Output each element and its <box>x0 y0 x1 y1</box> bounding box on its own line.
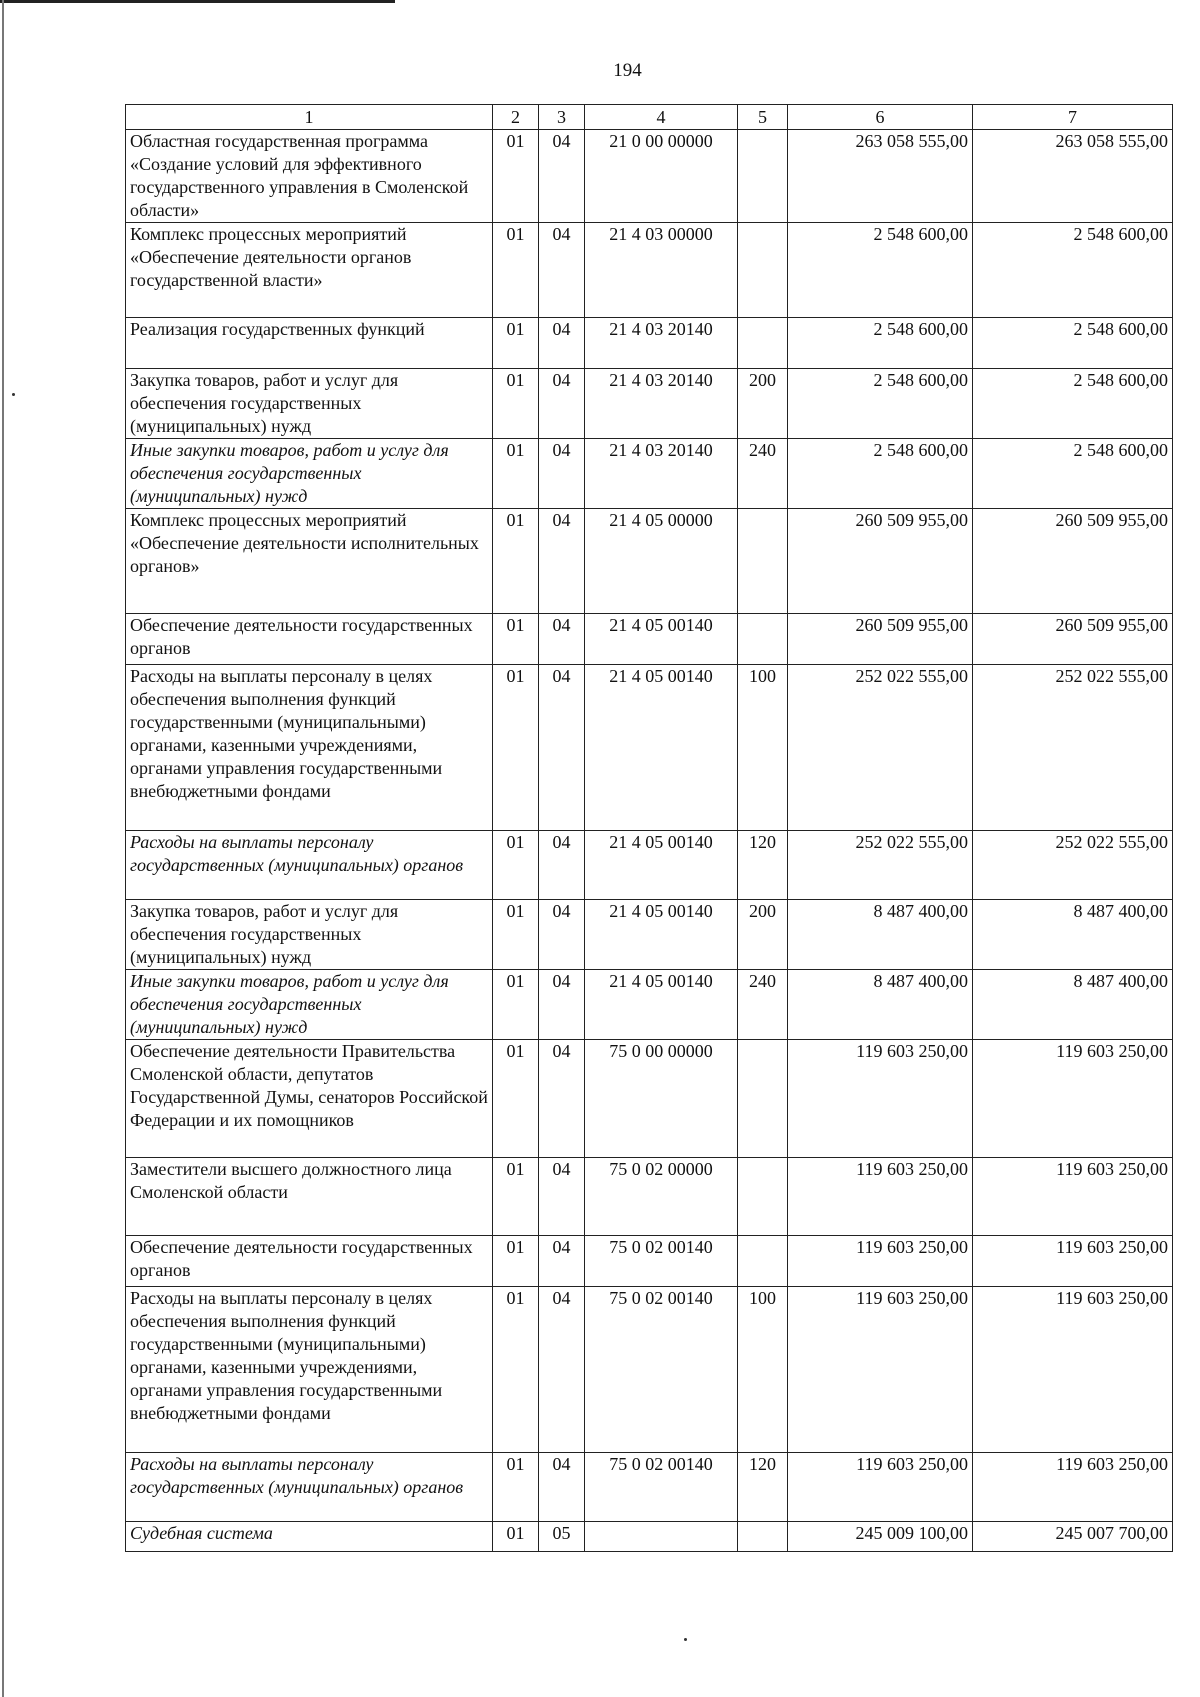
row-section-cell: 01 <box>493 665 539 831</box>
row-section-cell: 01 <box>493 900 539 970</box>
row-name-cell: Закупка товаров, работ и услуг для обеспечения государственных (муниципальных) нужд <box>126 369 493 439</box>
row-name-cell: Комплекс процессных мероприятий «Обеспечение деятельности органов государственной власти» <box>126 223 493 318</box>
row-subsection-cell: 04 <box>539 1040 585 1158</box>
header-cell: 6 <box>788 105 973 130</box>
row-subsection-cell: 04 <box>539 509 585 614</box>
row-section-cell: 01 <box>493 970 539 1040</box>
row-amount-2-cell: 119 603 250,00 <box>973 1453 1173 1522</box>
table-row <box>126 1040 1173 1158</box>
row-subsection-cell: 04 <box>539 831 585 900</box>
row-amount-2-cell: 119 603 250,00 <box>973 1236 1173 1287</box>
table-row <box>126 665 1173 831</box>
row-amount-2-cell: 119 603 250,00 <box>973 1040 1173 1158</box>
header-cell: 4 <box>585 105 738 130</box>
row-name-cell: Закупка товаров, работ и услуг для обеспечения государственных (муниципальных) нужд <box>126 900 493 970</box>
row-subsection-cell: 04 <box>539 1236 585 1287</box>
row-name-cell: Областная государственная программа «Создание условий для эффективного государственного управления в Смоленской области» <box>126 130 493 223</box>
row-name-cell: Обеспечение деятельности государственных органов <box>126 1236 493 1287</box>
table-row <box>126 614 1173 665</box>
row-amount-1-cell: 245 009 100,00 <box>788 1522 973 1552</box>
table-row <box>126 831 1173 900</box>
row-amount-2-cell: 260 509 955,00 <box>973 614 1173 665</box>
row-subsection-cell: 04 <box>539 439 585 509</box>
row-name-cell: Иные закупки товаров, работ и услуг для обеспечения государственных (муниципальных) нужд <box>126 970 493 1040</box>
row-name-cell: Иные закупки товаров, работ и услуг для обеспечения государственных (муниципальных) нужд <box>126 439 493 509</box>
row-section-cell: 01 <box>493 223 539 318</box>
table-row <box>126 1522 1173 1552</box>
row-expense-type-cell <box>738 1236 788 1287</box>
row-section-cell: 01 <box>493 130 539 223</box>
row-amount-2-cell: 2 548 600,00 <box>973 439 1173 509</box>
row-subsection-cell: 04 <box>539 318 585 369</box>
table-row <box>126 439 1173 509</box>
row-name-cell: Расходы на выплаты персоналу в целях обеспечения выполнения функций государственными (муниципальными) органами, казенными учреждениями, органами управления государственными внебюджетными фондами <box>126 1287 493 1453</box>
row-amount-1-cell: 252 022 555,00 <box>788 665 973 831</box>
row-name-cell: Комплекс процессных мероприятий «Обеспечение деятельности исполнительных органов» <box>126 509 493 614</box>
row-section-cell: 01 <box>493 1453 539 1522</box>
row-amount-1-cell: 252 022 555,00 <box>788 831 973 900</box>
row-name-cell: Расходы на выплаты персоналу в целях обеспечения выполнения функций государственными (муниципальными) органами, казенными учреждениями, органами управления государственными внебюджетными фондами <box>126 665 493 831</box>
row-amount-1-cell: 260 509 955,00 <box>788 614 973 665</box>
row-section-cell: 01 <box>493 1158 539 1236</box>
row-name-cell: Расходы на выплаты персоналу государственных (муниципальных) органов <box>126 831 493 900</box>
table-row <box>126 1236 1173 1287</box>
row-amount-1-cell: 119 603 250,00 <box>788 1453 973 1522</box>
scan-speck <box>12 393 15 396</box>
row-name-cell: Расходы на выплаты персоналу государственных (муниципальных) органов <box>126 1453 493 1522</box>
row-expense-type-cell: 200 <box>738 900 788 970</box>
row-expense-type-cell <box>738 614 788 665</box>
row-amount-2-cell: 2 548 600,00 <box>973 369 1173 439</box>
row-target-article-cell: 21 4 03 20140 <box>585 439 738 509</box>
row-expense-type-cell <box>738 509 788 614</box>
row-name-cell: Судебная система <box>126 1522 493 1552</box>
row-amount-2-cell: 2 548 600,00 <box>973 223 1173 318</box>
row-name-cell: Обеспечение деятельности государственных органов <box>126 614 493 665</box>
row-amount-2-cell: 119 603 250,00 <box>973 1287 1173 1453</box>
row-amount-1-cell: 2 548 600,00 <box>788 369 973 439</box>
header-cell: 5 <box>738 105 788 130</box>
row-section-cell: 01 <box>493 1522 539 1552</box>
row-amount-1-cell: 119 603 250,00 <box>788 1287 973 1453</box>
row-subsection-cell: 04 <box>539 1158 585 1236</box>
row-amount-2-cell: 252 022 555,00 <box>973 831 1173 900</box>
row-target-article-cell: 75 0 00 00000 <box>585 1040 738 1158</box>
scan-corner-line <box>0 0 395 3</box>
row-target-article-cell: 21 4 05 00140 <box>585 970 738 1040</box>
row-name-cell: Заместители высшего должностного лица Смоленской области <box>126 1158 493 1236</box>
row-subsection-cell: 04 <box>539 900 585 970</box>
row-target-article-cell: 21 4 03 20140 <box>585 318 738 369</box>
row-target-article-cell: 21 4 03 00000 <box>585 223 738 318</box>
scan-edge-line <box>2 0 4 1697</box>
row-subsection-cell: 04 <box>539 223 585 318</box>
row-amount-2-cell: 252 022 555,00 <box>973 665 1173 831</box>
table-header-row <box>126 105 1173 130</box>
row-amount-2-cell: 263 058 555,00 <box>973 130 1173 223</box>
row-section-cell: 01 <box>493 1287 539 1453</box>
row-amount-1-cell: 8 487 400,00 <box>788 900 973 970</box>
row-section-cell: 01 <box>493 1040 539 1158</box>
row-subsection-cell: 04 <box>539 1287 585 1453</box>
row-target-article-cell: 75 0 02 00140 <box>585 1236 738 1287</box>
row-expense-type-cell <box>738 130 788 223</box>
row-target-article-cell: 21 4 03 20140 <box>585 369 738 439</box>
row-expense-type-cell <box>738 318 788 369</box>
row-target-article-cell: 75 0 02 00000 <box>585 1158 738 1236</box>
row-section-cell: 01 <box>493 1236 539 1287</box>
table-row <box>126 1287 1173 1453</box>
row-expense-type-cell <box>738 1522 788 1552</box>
table-row <box>126 130 1173 223</box>
row-target-article-cell: 21 4 05 00140 <box>585 831 738 900</box>
table-row <box>126 223 1173 318</box>
row-amount-1-cell: 260 509 955,00 <box>788 509 973 614</box>
row-amount-2-cell: 119 603 250,00 <box>973 1158 1173 1236</box>
row-target-article-cell: 21 0 00 00000 <box>585 130 738 223</box>
row-expense-type-cell: 120 <box>738 1453 788 1522</box>
table-row <box>126 970 1173 1040</box>
row-expense-type-cell: 240 <box>738 970 788 1040</box>
row-section-cell: 01 <box>493 614 539 665</box>
scan-speck <box>684 1638 687 1641</box>
row-expense-type-cell: 120 <box>738 831 788 900</box>
row-section-cell: 01 <box>493 369 539 439</box>
row-subsection-cell: 04 <box>539 130 585 223</box>
row-amount-1-cell: 119 603 250,00 <box>788 1040 973 1158</box>
row-section-cell: 01 <box>493 318 539 369</box>
row-amount-2-cell: 245 007 700,00 <box>973 1522 1173 1552</box>
row-amount-1-cell: 8 487 400,00 <box>788 970 973 1040</box>
table-row <box>126 369 1173 439</box>
row-expense-type-cell <box>738 1158 788 1236</box>
row-expense-type-cell <box>738 223 788 318</box>
header-cell: 3 <box>539 105 585 130</box>
row-target-article-cell: 21 4 05 00140 <box>585 665 738 831</box>
row-expense-type-cell <box>738 1040 788 1158</box>
row-expense-type-cell: 200 <box>738 369 788 439</box>
row-target-article-cell: 21 4 05 00140 <box>585 614 738 665</box>
row-name-cell: Реализация государственных функций <box>126 318 493 369</box>
row-amount-1-cell: 2 548 600,00 <box>788 439 973 509</box>
row-section-cell: 01 <box>493 509 539 614</box>
row-target-article-cell: 75 0 02 00140 <box>585 1453 738 1522</box>
table-row <box>126 900 1173 970</box>
table-row <box>126 318 1173 369</box>
header-cell: 7 <box>973 105 1173 130</box>
row-amount-2-cell: 260 509 955,00 <box>973 509 1173 614</box>
header-cell: 2 <box>493 105 539 130</box>
row-amount-1-cell: 119 603 250,00 <box>788 1158 973 1236</box>
table-row <box>126 1453 1173 1522</box>
row-name-cell: Обеспечение деятельности Правительства Смоленской области, депутатов Государственной Думы, сенаторов Российской Федерации и их помощников <box>126 1040 493 1158</box>
row-amount-2-cell: 2 548 600,00 <box>973 318 1173 369</box>
row-subsection-cell: 04 <box>539 369 585 439</box>
row-target-article-cell: 21 4 05 00000 <box>585 509 738 614</box>
row-expense-type-cell: 240 <box>738 439 788 509</box>
row-amount-1-cell: 119 603 250,00 <box>788 1236 973 1287</box>
row-amount-1-cell: 263 058 555,00 <box>788 130 973 223</box>
row-expense-type-cell: 100 <box>738 665 788 831</box>
row-subsection-cell: 04 <box>539 970 585 1040</box>
row-amount-2-cell: 8 487 400,00 <box>973 970 1173 1040</box>
row-section-cell: 01 <box>493 439 539 509</box>
page-number: 194 <box>613 60 642 81</box>
header-cell: 1 <box>126 105 493 130</box>
table-row <box>126 509 1173 614</box>
row-target-article-cell: 21 4 05 00140 <box>585 900 738 970</box>
budget-table <box>125 104 1173 1552</box>
row-amount-2-cell: 8 487 400,00 <box>973 900 1173 970</box>
row-subsection-cell: 05 <box>539 1522 585 1552</box>
row-amount-1-cell: 2 548 600,00 <box>788 318 973 369</box>
row-expense-type-cell: 100 <box>738 1287 788 1453</box>
row-subsection-cell: 04 <box>539 614 585 665</box>
row-target-article-cell: 75 0 02 00140 <box>585 1287 738 1453</box>
row-subsection-cell: 04 <box>539 1453 585 1522</box>
row-section-cell: 01 <box>493 831 539 900</box>
row-amount-1-cell: 2 548 600,00 <box>788 223 973 318</box>
row-subsection-cell: 04 <box>539 665 585 831</box>
row-target-article-cell <box>585 1522 738 1552</box>
table-row <box>126 1158 1173 1236</box>
